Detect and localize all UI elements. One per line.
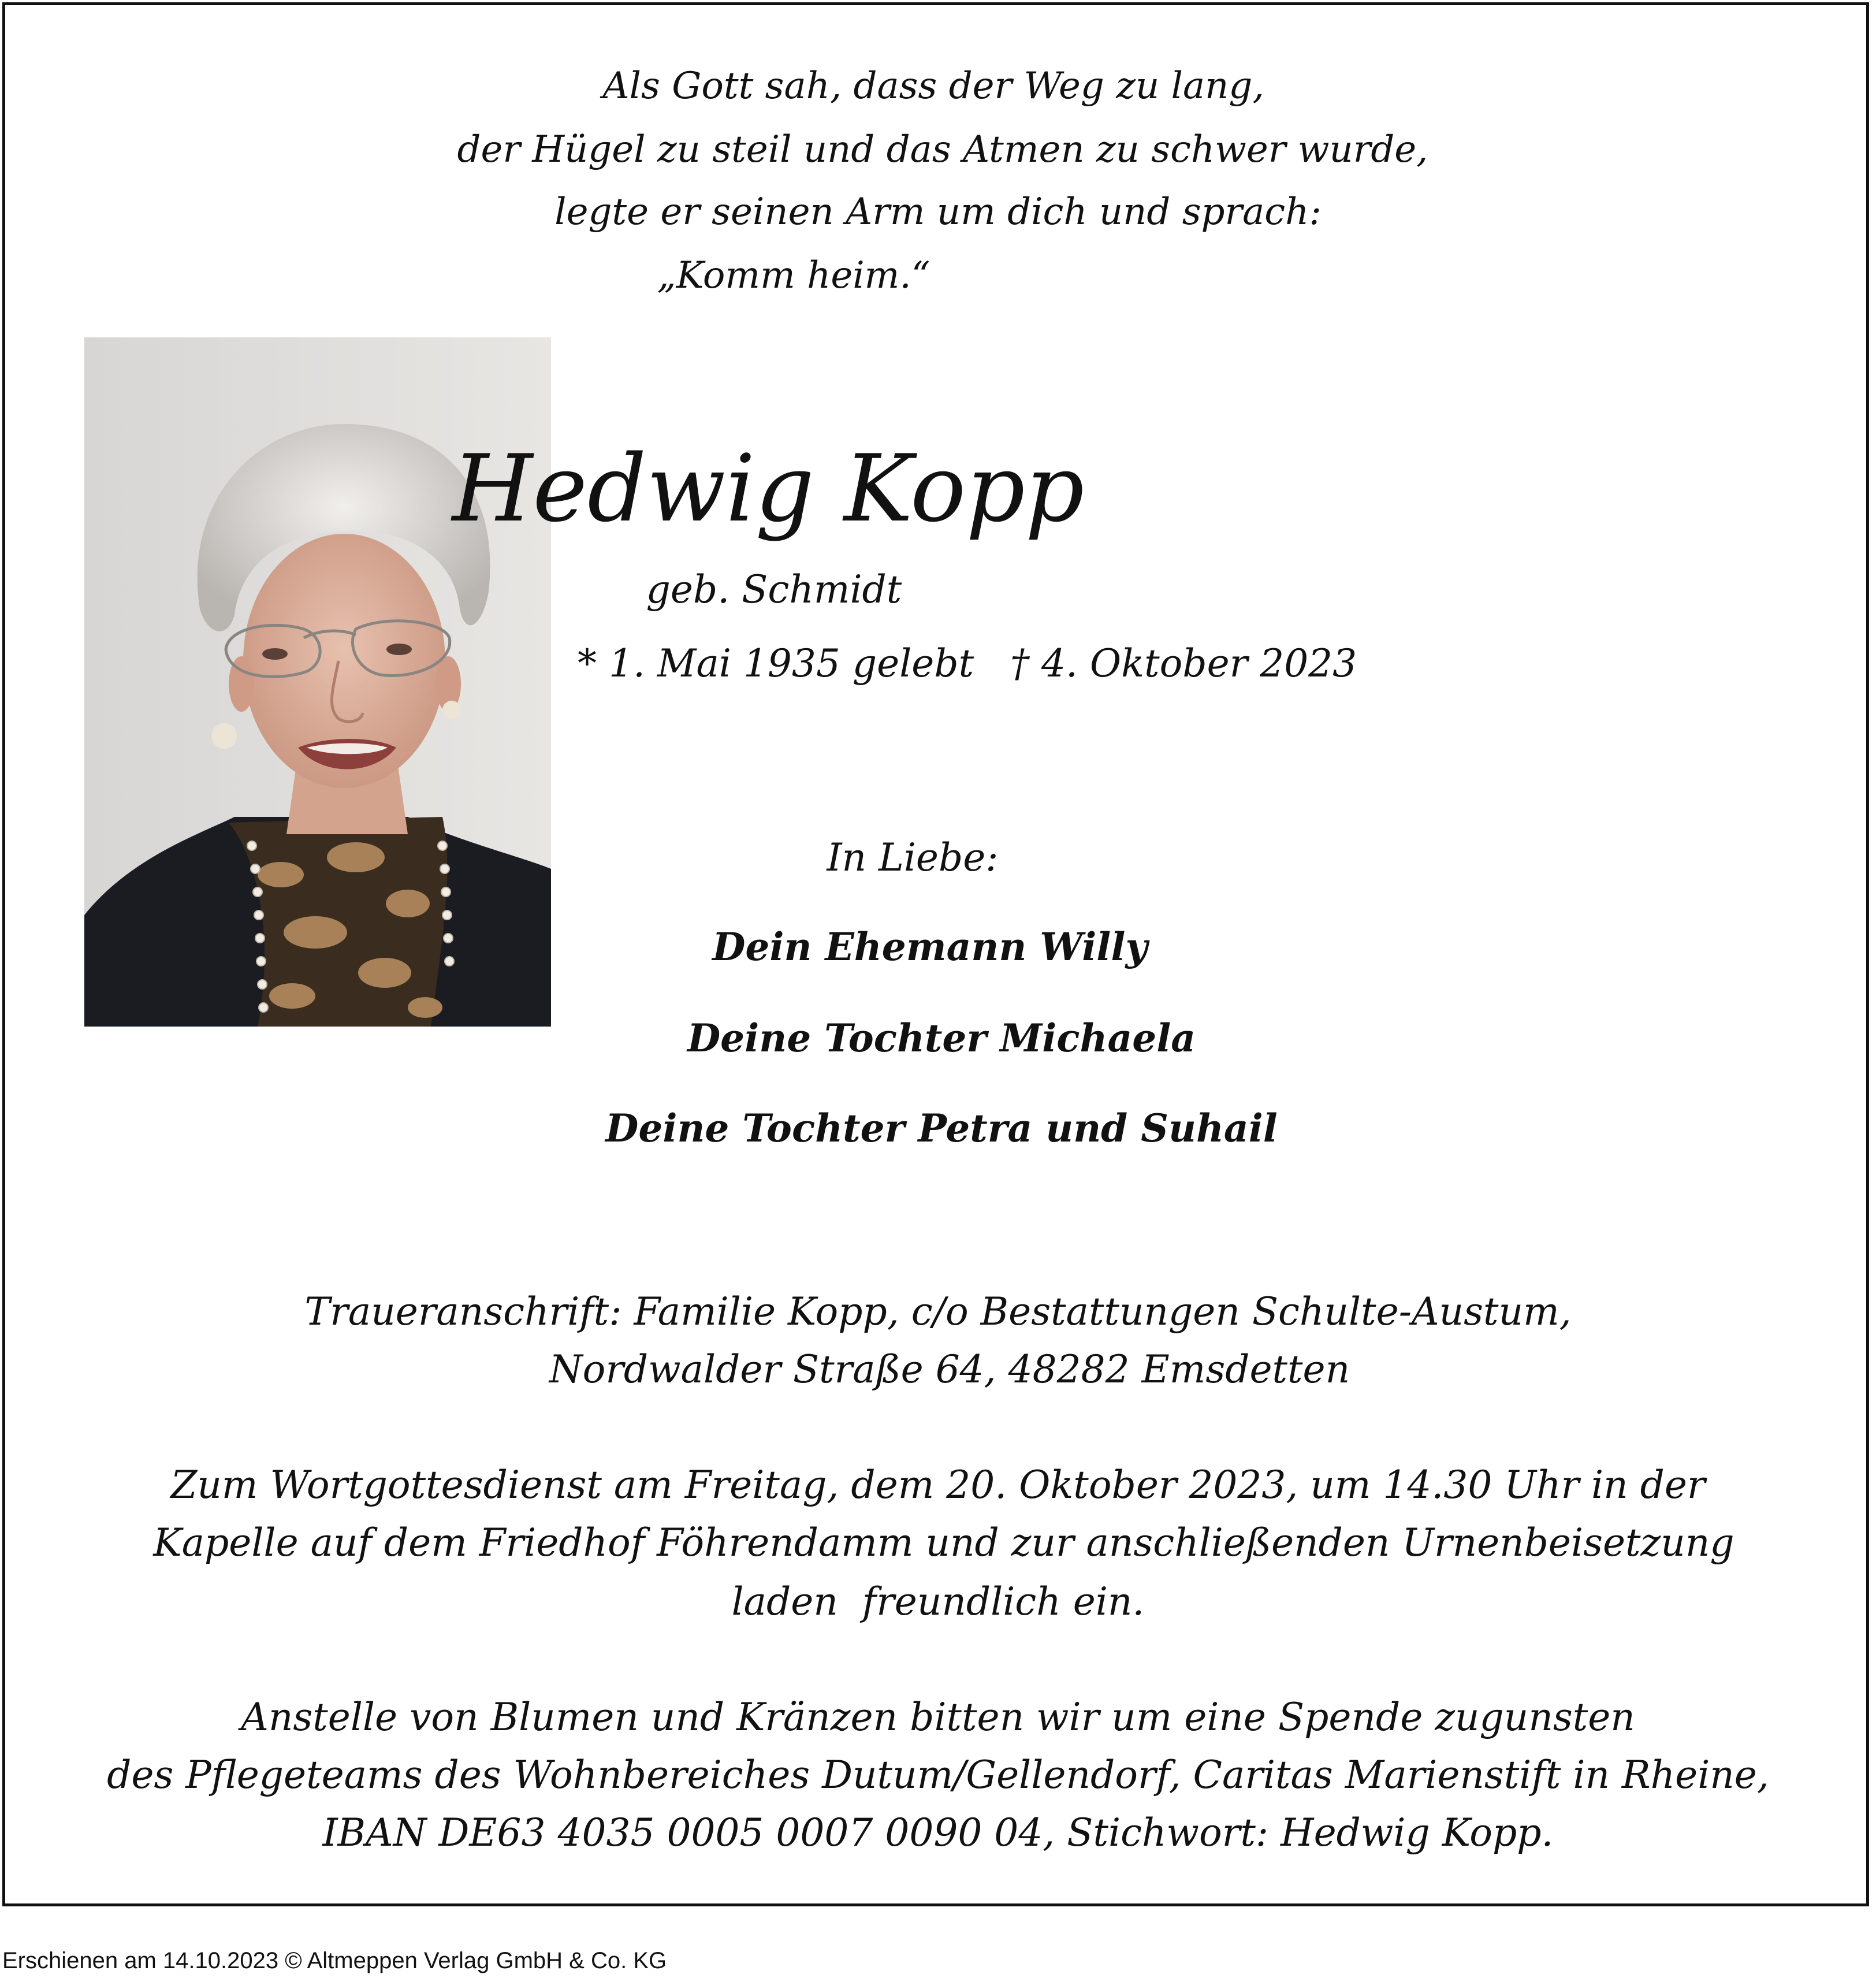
donation-line-1: Anstelle von Blumen und Kränzen bitten wir um eine Spende zugunsten [241,1695,1635,1739]
service-line-3: laden freundlich ein. [731,1579,1145,1624]
address-line-2: Nordwalder Straße 64, 48282 Emsdetten [549,1347,1350,1392]
publication-footer: Erschienen am 14.10.2023 © Altmeppen Verlag GmbH & Co. KG [2,1948,667,1973]
address-line-1: Traueranschrift: Familie Kopp, c/o Bestattungen Schulte-Austum, [304,1289,1572,1334]
poem-line-4: „Komm heim.“ [657,254,930,297]
donation-line-3: IBAN DE63 4035 0005 0007 0090 04, Stichwort: Hedwig Kopp. [322,1810,1554,1855]
mourner-husband: Dein Ehemann Willy [712,924,1148,969]
poem-line-2: der Hügel zu steil und das Atmen zu schwer wurde, [457,128,1428,171]
poem-line-3: legte er seinen Arm um dich und sprach: [554,191,1322,233]
service-line-1: Zum Wortgottesdienst am Freitag, dem 20. Oktober 2023, um 14.30 Uhr in der [170,1463,1706,1507]
mourners-intro: In Liebe: [827,835,999,880]
poem-line-1: Als Gott sah, dass der Weg zu lang, [602,65,1264,107]
service-line-2: Kapelle auf dem Friedhof Föhrendamm und zur anschließenden Urnenbeisetzung [153,1520,1734,1565]
mourner-daughter-1: Deine Tochter Michaela [687,1016,1196,1061]
deceased-name: Hedwig Kopp [452,434,1085,542]
birth-name: geb. Schmidt [646,567,902,612]
life-dates: * 1. Mai 1935 gelebt † 4. Oktober 2023 [578,641,1357,686]
mourner-daughter-2: Deine Tochter Petra und Suhail [605,1106,1278,1151]
donation-line-2: des Pflegeteams des Wohnbereiches Dutum/Gellendorf, Caritas Marienstift in Rheine, [107,1753,1769,1797]
